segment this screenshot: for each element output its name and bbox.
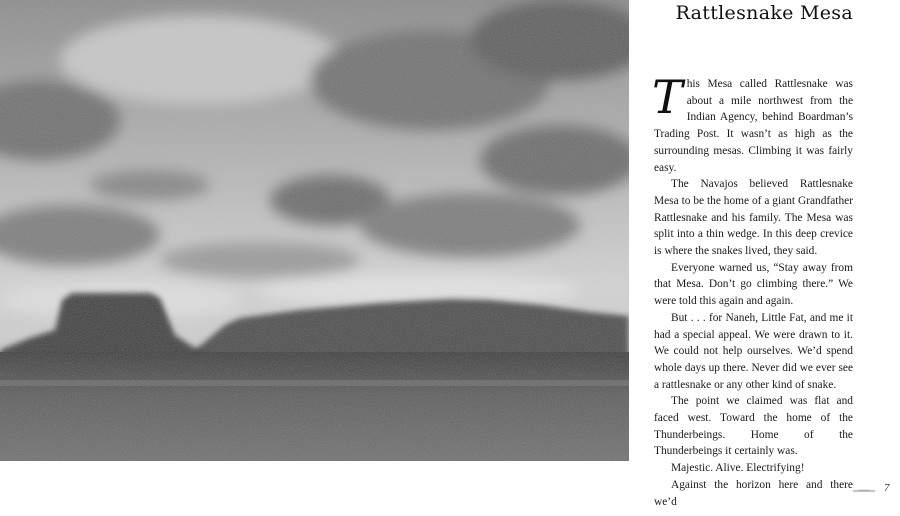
paragraph: The Navajos believed Rattlesnake Mesa to be the home of a giant Grandfather Rattlesnake and his family. The Mesa was split into a thin wedge. In this deep crevice is where the snakes lived, they said. (654, 178, 853, 258)
body-text (652, 70, 853, 510)
paragraph: This Mesa called Rattlesnake was about a mile northwest from the Indian Agency, behind Boardman’s Trading Post. It wasn’t as high as the surrounding mesas. Climbing it was fairly easy. (652, 70, 853, 174)
paragraph: The point we claimed was flat and faced west. Toward the home of the Thunderbeings. Home of the Thunderbeings it certainly was. (654, 395, 853, 458)
drop-cap: T (652, 70, 683, 124)
paragraph: Everyone warned us, “Stay away from that Mesa. Don’t go climbing there.” We were told this again and again. (654, 261, 853, 308)
paragraph: Against the horizon here and there we’d (654, 478, 853, 508)
paragraph: But . . . for Naneh, Little Fat, and me it had a special appeal. We were drawn to it. We could not help ourselves. We’d spend whole days up there. Never did we ever see a rattlesnake or any other kind of snake. (654, 311, 853, 391)
paragraph: Majestic. Alive. Electrifying! (671, 462, 805, 475)
chapter-title: Rattlesnake Mesa (675, 2, 853, 24)
page-number: 7 (884, 482, 890, 494)
ornament-icon (853, 489, 875, 493)
